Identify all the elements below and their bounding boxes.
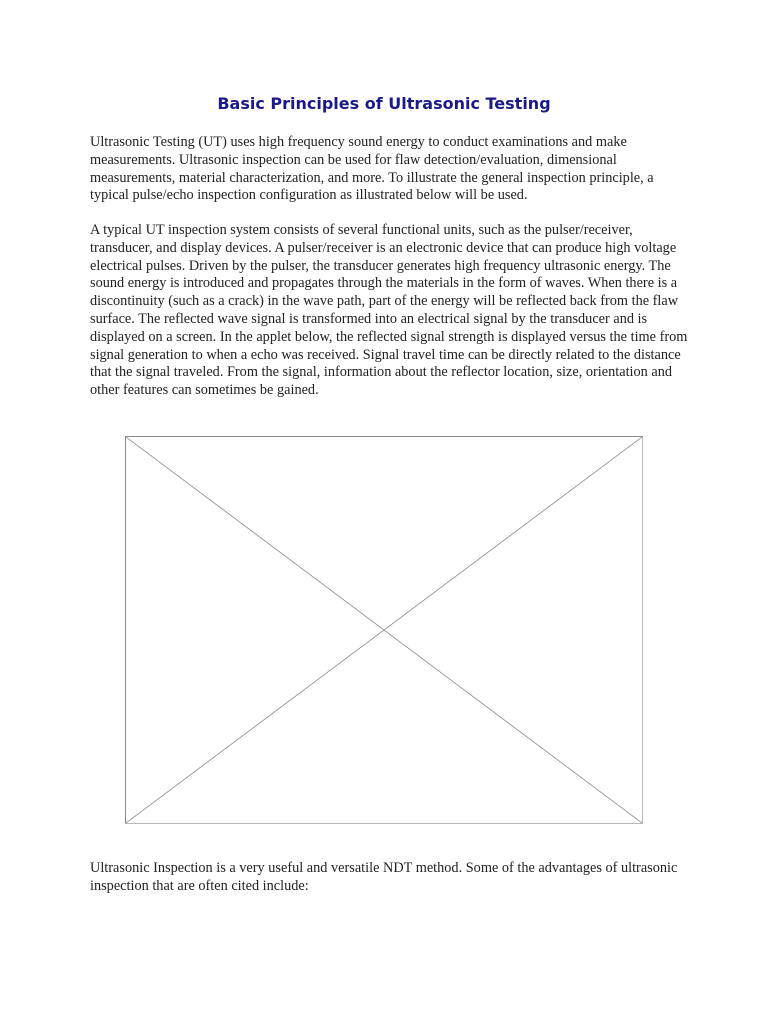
missing-applet-placeholder bbox=[125, 436, 643, 824]
intro-paragraph: Ultrasonic Testing (UT) uses high frequency sound energy to conduct examinations and make measurements. Ultrasonic inspection can be used for flaw detection/evaluation, dimensional measurements, material characterization, and more. To illustrate the general inspection principle, a typical pulse/echo inspection configuration as illustrated below will be used. bbox=[90, 134, 654, 204]
advantages-intro-paragraph: Ultrasonic Inspection is a very useful and versatile NDT method. Some of the advantages of ultrasonic inspection that are often cited include: bbox=[90, 860, 678, 894]
page-title: Basic Principles of Ultrasonic Testing bbox=[217, 94, 551, 113]
broken-image-icon bbox=[126, 437, 642, 823]
system-description-paragraph: A typical UT inspection system consists of several functional units, such as the pulser/receiver, transducer, and display devices. A pulser/receiver is an electronic device that can produce high voltage electrical pulses. Driven by the pulser, the transducer generates high frequency ultrasonic energy. The sound energy is introduced and propagates through the materials in the form of waves. When there is a discontinuity (such as a crack) in the wave path, part of the energy will be reflected back from the flaw surface. The reflected wave signal is transformed into an electrical signal by the transducer and is displayed on a screen. In the applet below, the reflected signal strength is displayed versus the time from signal generation to when a echo was received. Signal travel time can be directly related to the distance that the signal traveled. From the signal, information about the reflector location, size, orientation and other features can sometimes be gained. bbox=[90, 222, 688, 399]
